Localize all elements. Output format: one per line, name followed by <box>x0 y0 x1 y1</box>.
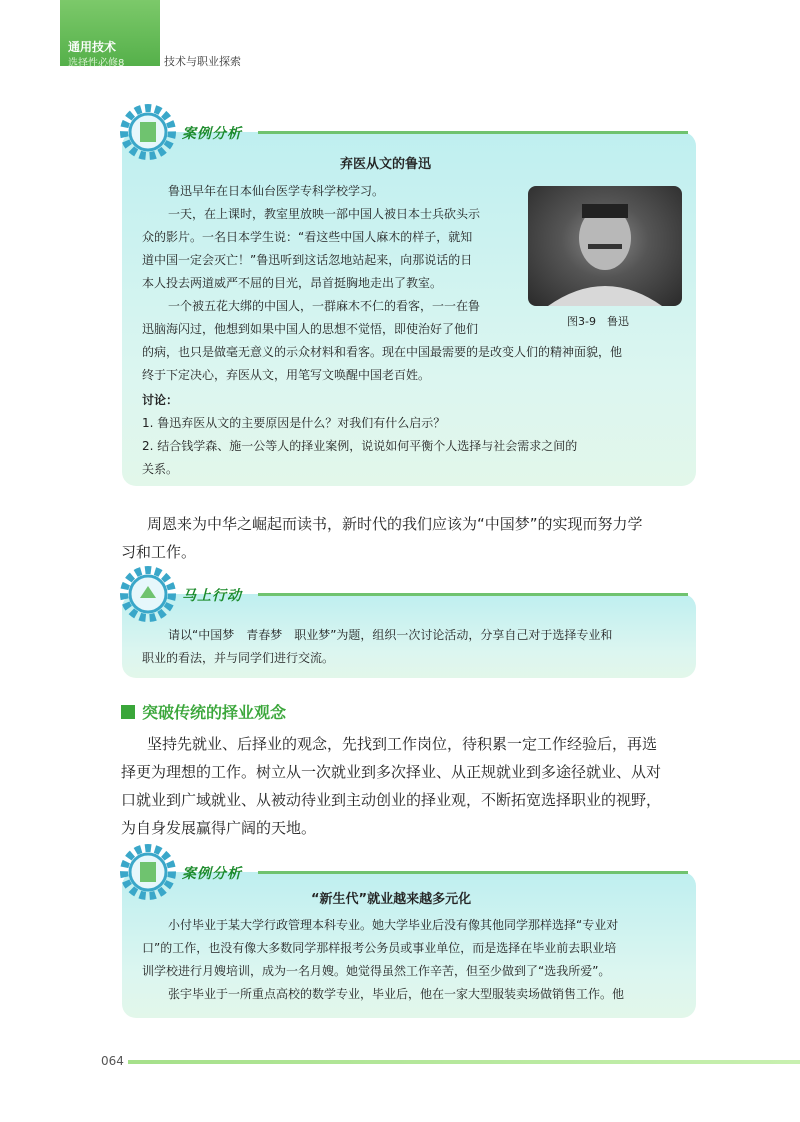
section-heading: 突破传统的择业观念 <box>142 703 287 722</box>
case1-line: 一个被五花大绑的中国人，一群麻木不仁的看客，一一在鲁 <box>168 299 481 313</box>
case1-line: 本人投去两道威严不屈的目光，昂首挺胸地走出了教室。 <box>142 276 443 290</box>
title-underline <box>258 593 688 596</box>
discussion-q2: 2. 结合钱学森、施一公等人的择业案例，说说如何平衡个人选择与社会需求之间的 <box>142 439 578 453</box>
gear-icon <box>116 100 180 164</box>
case-title-1: 弃医从文的鲁迅 <box>340 157 432 172</box>
discussion-q1: 1. 鲁迅弃医从文的主要原因是什么？对我们有什么启示？ <box>142 416 446 430</box>
case1-line: 终于下定决心，弃医从文，用笔写文唤醒中国老百姓。 <box>142 368 431 382</box>
section-label-action: 马上行动 <box>182 588 242 604</box>
case-title-2: “新生代”就业越来越多元化 <box>311 892 472 907</box>
gear-icon <box>116 840 180 904</box>
case1-line: 鲁迅早年在日本仙台医学专科学校学习。 <box>168 184 385 198</box>
title-underline <box>258 131 688 134</box>
lu-xun-photo <box>528 186 682 306</box>
book-subtitle: 选择性必修8 <box>68 58 125 69</box>
case1-line: 道中国一定会灭亡！”鲁迅听到这话忽地站起来，向那说话的日 <box>142 253 473 267</box>
case2-line: 张宇毕业于一所重点高校的数学专业，毕业后，他在一家大型服装卖场做销售工作。他 <box>168 987 625 1001</box>
photo-caption: 图3-9 鲁迅 <box>567 315 629 328</box>
case2-line: 训学校进行月嫂培训，成为一名月嫂。她觉得虽然工作辛苦，但至少做到了“选我所爱”。 <box>142 964 611 978</box>
action-text-cont: 职业的看法，并与同学们进行交流。 <box>142 651 335 665</box>
case1-line: 迅脑海闪过，他想到如果中国人的思想不觉悟，即使治好了他们 <box>142 322 479 336</box>
discussion-q2-cont: 关系。 <box>142 462 179 476</box>
body-paragraph-2: 坚持先就业、后择业的观念，先找到工作岗位，待积累一定工作经验后，再选 <box>147 735 658 753</box>
case2-line: 小付毕业于某大学行政管理本科专业。她大学毕业后没有像其他同学那样选择“专业对 <box>168 918 619 932</box>
discussion-label: 讨论： <box>142 393 179 407</box>
page-number: 064 <box>101 1054 124 1068</box>
book-title: 通用技术 <box>68 40 117 54</box>
section-label-case1: 案例分析 <box>182 126 242 142</box>
body-paragraph-2: 为自身发展赢得广阔的天地。 <box>121 819 317 837</box>
footer-rule <box>128 1060 800 1064</box>
gear-icon <box>116 562 180 626</box>
section-label-case2: 案例分析 <box>182 866 242 882</box>
body-paragraph-2: 口就业到广域就业、从被动待业到主动创业的择业观，不断拓宽选择职业的视野， <box>121 791 662 809</box>
case1-line: 的病，也只是做毫无意义的示众材料和看客。现在中国最需要的是改变人们的精神面貌，他 <box>142 345 623 359</box>
title-underline <box>258 871 688 874</box>
action-text: 请以“中国梦 青春梦 职业梦”为题，组织一次讨论活动，分享自己对于选择专业和 <box>168 628 613 642</box>
case1-line: 众的影片。一名日本学生说：“看这些中国人麻木的样子，就知 <box>142 230 473 244</box>
chapter-title: 技术与职业探索 <box>164 55 241 68</box>
body-paragraph-1: 周恩来为中华之崛起而读书，新时代的我们应该为“中国梦”的实现而努力学 <box>147 515 643 533</box>
case2-line: 口”的工作，也没有像大多数同学那样报考公务员或事业单位，而是选择在毕业前去职业培 <box>142 941 617 955</box>
case1-line: 一天，在上课时，教室里放映一部中国人被日本士兵砍头示 <box>168 207 481 221</box>
heading-square-icon <box>121 705 135 719</box>
body-paragraph-1-cont: 习和工作。 <box>121 543 197 561</box>
body-paragraph-2: 择更为理想的工作。树立从一次就业到多次择业、从正规就业到多途径就业、从对 <box>121 763 662 781</box>
